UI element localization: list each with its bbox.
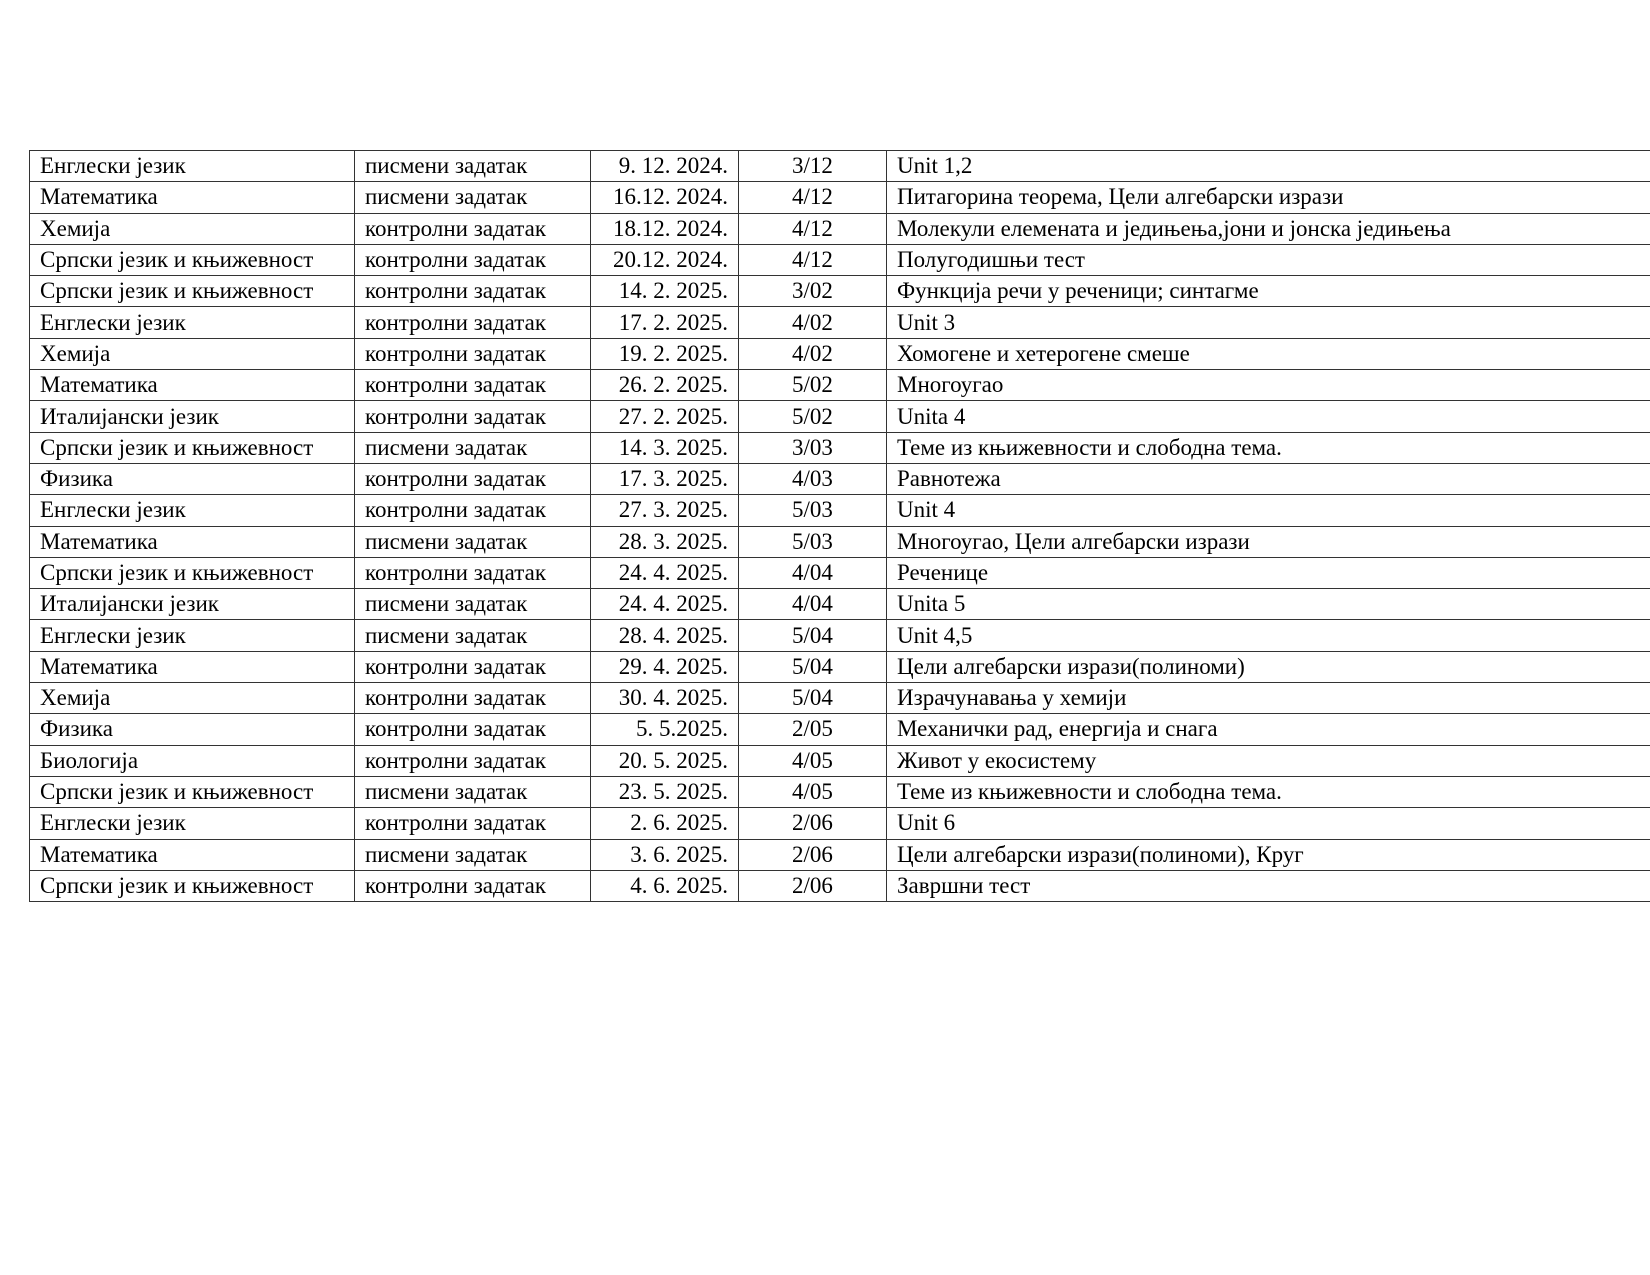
subject-cell: Енглески језик [30,307,355,338]
topic-cell: Равнотежа [887,463,1650,494]
test-schedule-table [29,150,1650,902]
table-row [30,620,1650,651]
table-row [30,557,1650,588]
date-cell: 29. 4. 2025. [591,651,739,682]
topic-cell: Unit 6 [887,808,1650,839]
test-type-cell: писмени задатак [355,526,591,557]
table-row [30,463,1650,494]
topic-cell: Многоугао, Цели алгебарски изрази [887,526,1650,557]
week-cell: 5/03 [739,526,887,557]
topic-cell: Unita 5 [887,589,1650,620]
subject-cell: Математика [30,182,355,213]
week-cell: 2/05 [739,714,887,745]
subject-cell: Енглески језик [30,808,355,839]
week-cell: 4/05 [739,776,887,807]
date-cell: 16.12. 2024. [591,182,739,213]
date-cell: 27. 3. 2025. [591,495,739,526]
subject-cell: Математика [30,526,355,557]
topic-cell: Функција речи у реченици; синтагме [887,276,1650,307]
topic-cell: Unit 3 [887,307,1650,338]
test-type-cell: писмени задатак [355,182,591,213]
test-type-cell: писмени задатак [355,839,591,870]
date-cell: 28. 4. 2025. [591,620,739,651]
table-row [30,651,1650,682]
test-type-cell: контролни задатак [355,557,591,588]
week-cell: 3/12 [739,151,887,182]
subject-cell: Енглески језик [30,151,355,182]
date-cell: 20. 5. 2025. [591,745,739,776]
week-cell: 2/06 [739,808,887,839]
test-type-cell: контролни задатак [355,401,591,432]
topic-cell: Живот у екосистему [887,745,1650,776]
week-cell: 4/05 [739,745,887,776]
table-row [30,401,1650,432]
date-cell: 19. 2. 2025. [591,338,739,369]
topic-cell: Питагорина теорема, Цели алгебарски изрази [887,182,1650,213]
table-row [30,370,1650,401]
date-cell: 24. 4. 2025. [591,589,739,620]
test-type-cell: контролни задатак [355,463,591,494]
date-cell: 18.12. 2024. [591,213,739,244]
subject-cell: Хемија [30,683,355,714]
date-cell: 30. 4. 2025. [591,683,739,714]
date-cell: 2. 6. 2025. [591,808,739,839]
subject-cell: Српски језик и књижевност [30,276,355,307]
subject-cell: Италијански језик [30,589,355,620]
test-type-cell: контролни задатак [355,244,591,275]
week-cell: 4/12 [739,213,887,244]
week-cell: 4/04 [739,589,887,620]
test-type-cell: контролни задатак [355,276,591,307]
week-cell: 4/02 [739,338,887,369]
week-cell: 5/02 [739,370,887,401]
subject-cell: Биологија [30,745,355,776]
date-cell: 14. 3. 2025. [591,432,739,463]
test-type-cell: контролни задатак [355,495,591,526]
test-type-cell: контролни задатак [355,714,591,745]
test-type-cell: контролни задатак [355,370,591,401]
topic-cell: Цели алгебарски изрази(полиноми), Круг [887,839,1650,870]
subject-cell: Математика [30,651,355,682]
test-type-cell: контролни задатак [355,808,591,839]
topic-cell: Цели алгебарски изрази(полиноми) [887,651,1650,682]
week-cell: 4/03 [739,463,887,494]
week-cell: 3/03 [739,432,887,463]
week-cell: 2/06 [739,839,887,870]
date-cell: 9. 12. 2024. [591,151,739,182]
subject-cell: Српски језик и књижевност [30,432,355,463]
subject-cell: Српски језик и књижевност [30,776,355,807]
topic-cell: Реченице [887,557,1650,588]
week-cell: 5/04 [739,620,887,651]
table-row [30,495,1650,526]
subject-cell: Италијански језик [30,401,355,432]
subject-cell: Енглески језик [30,620,355,651]
subject-cell: Физика [30,463,355,494]
subject-cell: Хемија [30,338,355,369]
table-row [30,870,1650,901]
date-cell: 5. 5.2025. [591,714,739,745]
week-cell: 4/02 [739,307,887,338]
test-type-cell: контролни задатак [355,651,591,682]
subject-cell: Енглески језик [30,495,355,526]
topic-cell: Unita 4 [887,401,1650,432]
week-cell: 5/02 [739,401,887,432]
test-type-cell: контролни задатак [355,745,591,776]
table-row [30,526,1650,557]
test-type-cell: писмени задатак [355,432,591,463]
table-row [30,276,1650,307]
date-cell: 4. 6. 2025. [591,870,739,901]
test-type-cell: контролни задатак [355,307,591,338]
date-cell: 3. 6. 2025. [591,839,739,870]
table-row [30,714,1650,745]
table-body [30,151,1650,902]
topic-cell: Теме из књижевности и слободна тема. [887,776,1650,807]
table-row [30,307,1650,338]
table-row [30,589,1650,620]
test-type-cell: писмени задатак [355,589,591,620]
test-type-cell: писмени задатак [355,620,591,651]
subject-cell: Хемија [30,213,355,244]
test-type-cell: писмени задатак [355,151,591,182]
test-type-cell: контролни задатак [355,683,591,714]
topic-cell: Unit 1,2 [887,151,1650,182]
date-cell: 24. 4. 2025. [591,557,739,588]
date-cell: 27. 2. 2025. [591,401,739,432]
topic-cell: Завршни тест [887,870,1650,901]
week-cell: 5/03 [739,495,887,526]
date-cell: 23. 5. 2025. [591,776,739,807]
date-cell: 28. 3. 2025. [591,526,739,557]
topic-cell: Молекули елемената и једињења,јони и јонска једињења [887,213,1650,244]
topic-cell: Полугодишњи тест [887,244,1650,275]
table-row [30,776,1650,807]
topic-cell: Unit 4,5 [887,620,1650,651]
week-cell: 5/04 [739,651,887,682]
week-cell: 4/12 [739,182,887,213]
test-type-cell: контролни задатак [355,213,591,244]
table-row [30,432,1650,463]
table-row [30,244,1650,275]
week-cell: 5/04 [739,683,887,714]
table-row [30,213,1650,244]
topic-cell: Хомогене и хетерогене смеше [887,338,1650,369]
test-type-cell: контролни задатак [355,870,591,901]
table-row [30,808,1650,839]
week-cell: 2/06 [739,870,887,901]
subject-cell: Математика [30,370,355,401]
table-row [30,338,1650,369]
test-type-cell: контролни задатак [355,338,591,369]
table-row [30,182,1650,213]
subject-cell: Српски језик и књижевност [30,557,355,588]
date-cell: 17. 3. 2025. [591,463,739,494]
table-row [30,151,1650,182]
week-cell: 4/04 [739,557,887,588]
subject-cell: Српски језик и књижевност [30,870,355,901]
subject-cell: Физика [30,714,355,745]
subject-cell: Математика [30,839,355,870]
topic-cell: Unit 4 [887,495,1650,526]
topic-cell: Механички рад, енергија и снага [887,714,1650,745]
date-cell: 26. 2. 2025. [591,370,739,401]
date-cell: 14. 2. 2025. [591,276,739,307]
date-cell: 20.12. 2024. [591,244,739,275]
topic-cell: Многоугао [887,370,1650,401]
week-cell: 4/12 [739,244,887,275]
date-cell: 17. 2. 2025. [591,307,739,338]
subject-cell: Српски језик и књижевност [30,244,355,275]
table-row [30,745,1650,776]
topic-cell: Теме из књижевности и слободна тема. [887,432,1650,463]
table-row [30,683,1650,714]
table-row [30,839,1650,870]
topic-cell: Израчунавања у хемији [887,683,1650,714]
week-cell: 3/02 [739,276,887,307]
test-type-cell: писмени задатак [355,776,591,807]
